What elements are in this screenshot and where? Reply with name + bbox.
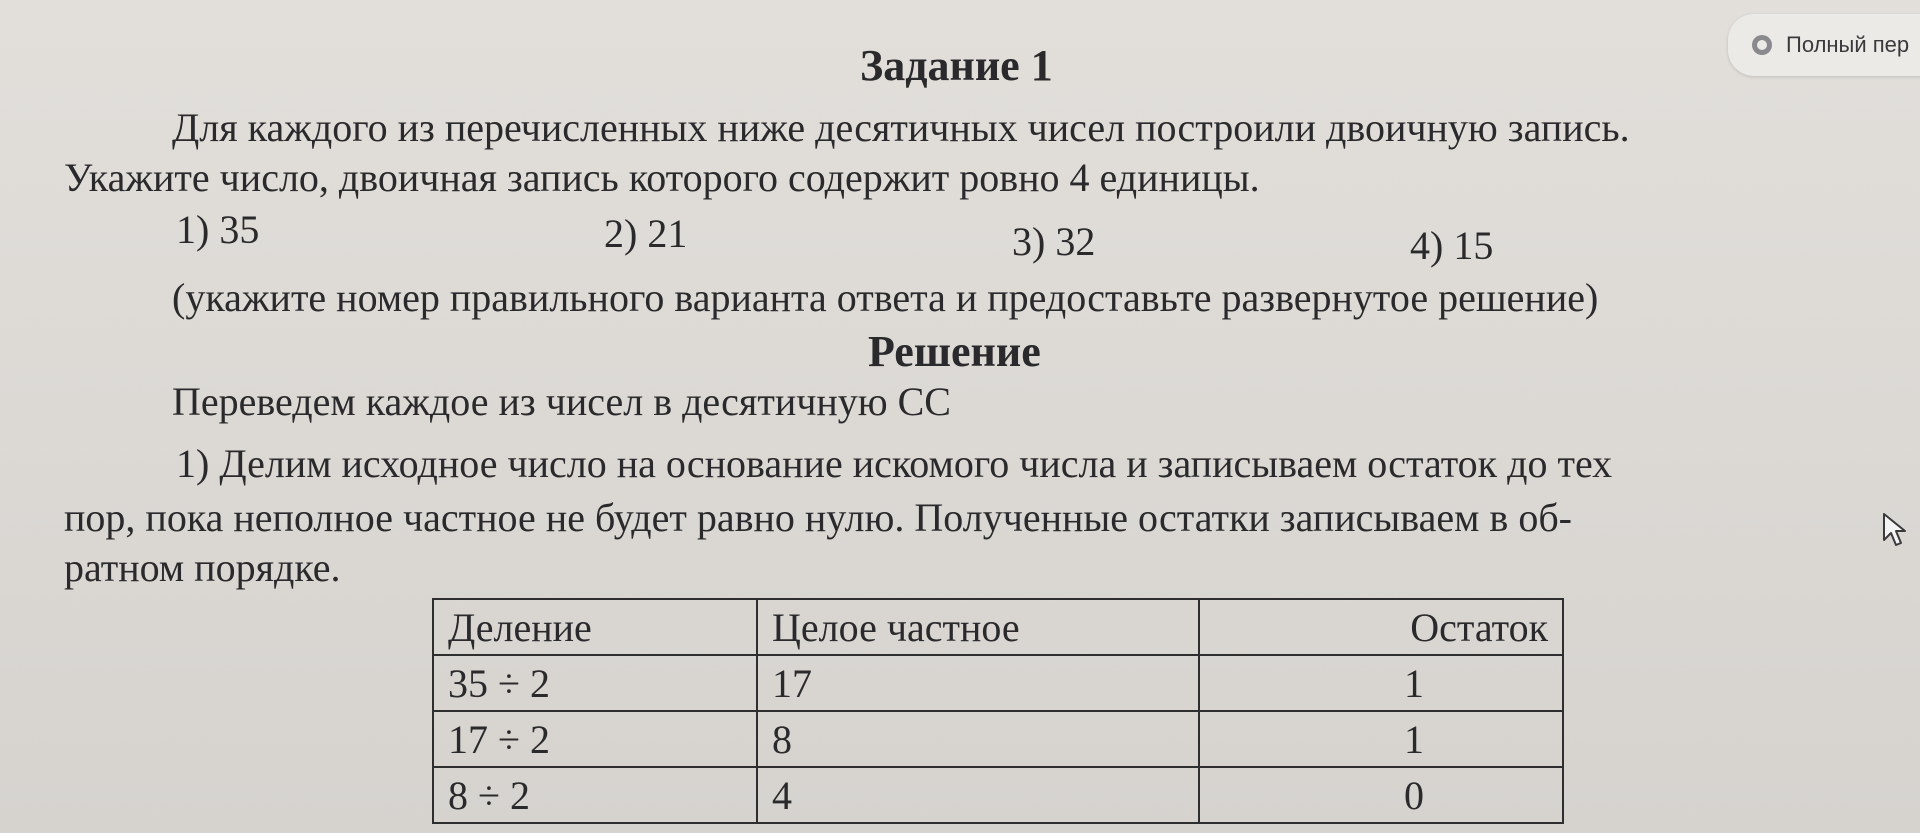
column-header-remainder: Остаток [1199,599,1563,655]
solution-heading: Решение [868,327,1041,376]
table-cell: 8 [757,711,1199,767]
table-cell: 0 [1199,767,1563,823]
task-line-2: Укажите число, двоичная запись которого содержит ровно 4 единицы. [64,155,1260,200]
table-row [433,767,1563,823]
fullscreen-label: Полный пер [1786,32,1910,57]
solution-line-1: Переведем каждое из чисел в десятичную СС [172,379,951,424]
option-2: 2) 21 [604,211,688,256]
task-line-1: Для каждого из перечисленных ниже десятичных чисел построили двоичную запись. [172,105,1630,150]
step1-line-3: ратном порядке. [64,545,341,590]
table-cell: 17 [757,655,1199,711]
division-table [432,598,1564,824]
table-cell: 8 ÷ 2 [433,767,757,823]
table-cell: 1 [1199,655,1563,711]
step1-line-2: пор, пока неполное частное не будет равно нулю. Полученные остатки записываем в об- [64,495,1572,540]
option-1: 1) 35 [176,207,260,252]
table-cell: 4 [757,767,1199,823]
fullscreen-button[interactable] [1728,14,1920,76]
option-3: 3) 32 [1012,219,1096,264]
table-cell: 17 ÷ 2 [433,711,757,767]
step1-line-1: 1) Делим исходное число на основание искомого числа и записываем остаток до тех [176,441,1613,486]
option-4: 4) 15 [1410,223,1494,268]
table-cell: 1 [1199,711,1563,767]
column-header-division: Деление [433,599,757,655]
column-header-quotient: Целое частное [757,599,1199,655]
table-row [433,711,1563,767]
mouse-pointer-icon [1882,512,1908,548]
table-row [433,655,1563,711]
task-instruction: (укажите номер правильного варианта ответа и предоставьте развернутое решение) [172,275,1599,320]
record-circle-icon [1752,35,1772,55]
page-title: Задание 1 [860,41,1053,90]
table-cell: 35 ÷ 2 [433,655,757,711]
table-header-row [433,599,1563,655]
